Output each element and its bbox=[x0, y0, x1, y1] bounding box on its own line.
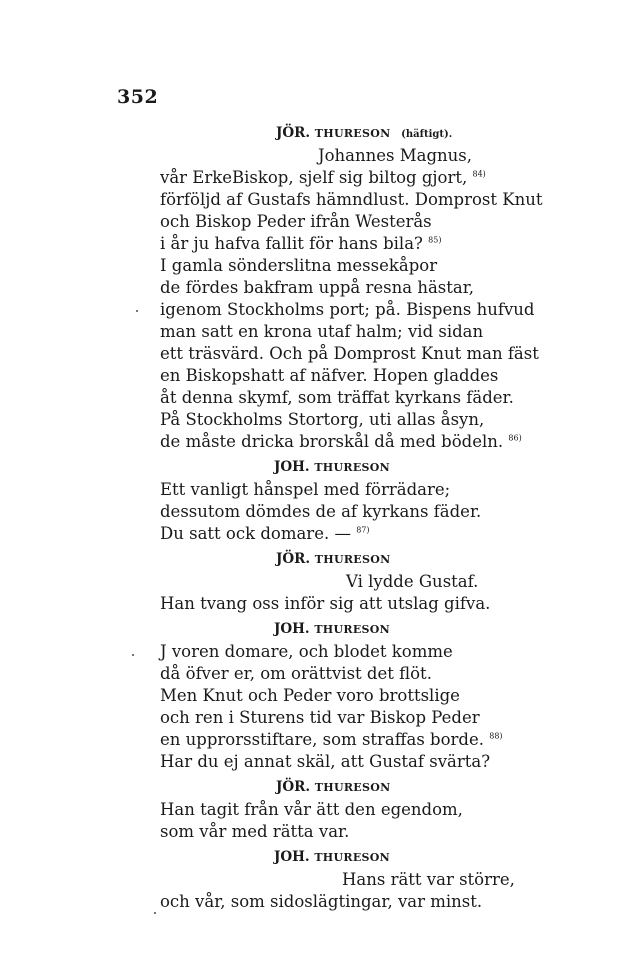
verse-line: Ett vanligt hånspel med förrädare; bbox=[160, 480, 451, 499]
verse-line: J voren domare, och blodet komme bbox=[160, 642, 453, 661]
verse-line: igenom Stockholms port; på. Bispens hufvud bbox=[160, 300, 535, 319]
verse-line: då öfver er, om orättvist det flöt. bbox=[160, 664, 432, 683]
verse-line: och Biskop Peder ifrån Westerås bbox=[160, 212, 432, 231]
verse-line: ett träsvärd. Och på Domprost Knut man fäst bbox=[160, 344, 539, 363]
footnote-ref: 84) bbox=[472, 169, 486, 179]
scan-speck bbox=[136, 310, 138, 312]
verse-line: som vår med rätta var. bbox=[160, 822, 350, 841]
speaker-heading bbox=[276, 550, 390, 569]
verse-line: och vår, som sidoslägtingar, var minst. bbox=[160, 892, 483, 911]
verse-line: de fördes bakfram uppå resna hästar, bbox=[160, 278, 475, 297]
speaker-surname: THURESON bbox=[314, 553, 391, 566]
speaker-abbrev: JÖR. bbox=[276, 125, 311, 141]
speaker-heading bbox=[274, 848, 390, 867]
verse-line: Johannes Magnus, bbox=[318, 146, 473, 165]
speaker-heading bbox=[274, 620, 390, 639]
verse-line: Vi lydde Gustaf. bbox=[346, 572, 479, 591]
verse-line: vår ErkeBiskop, sjelf sig biltog gjort, $^{84)}$ bbox=[160, 168, 486, 187]
verse-line: man satt en krona utaf halm; vid sidan bbox=[160, 322, 484, 341]
speaker-surname: THURESON bbox=[314, 127, 391, 140]
page-number: 352 bbox=[117, 86, 159, 108]
verse-line: i år ju hafva fallit för hans bila? $^{85)}$ bbox=[160, 234, 442, 253]
speaker-heading bbox=[276, 778, 390, 797]
verse-line: en Biskopshatt af näfver. Hopen gladdes bbox=[160, 366, 499, 385]
verse-line: åt denna skymf, som träffat kyrkans fäder. bbox=[160, 388, 514, 407]
speaker-surname: THURESON bbox=[314, 461, 390, 474]
verse-line: Du satt ock domare. — $^{87)}$ bbox=[160, 524, 370, 543]
verse-line: förföljd af Gustafs hämndlust. Domprost Knut bbox=[160, 190, 543, 209]
verse-line: Han tvang oss inför sig att utslag gifva. bbox=[160, 594, 491, 613]
stage-direction: (häftigt). bbox=[401, 129, 453, 140]
verse-line: och ren i Sturens tid var Biskop Peder bbox=[160, 708, 480, 727]
verse-line: Har du ej annat skäl, att Gustaf svärta? bbox=[160, 752, 491, 771]
footnote-ref: 85) bbox=[428, 235, 442, 245]
scan-speck bbox=[154, 912, 156, 914]
speaker-heading bbox=[276, 124, 452, 144]
speaker-abbrev: JOH. bbox=[274, 459, 310, 475]
speaker-abbrev: JÖR. bbox=[276, 779, 311, 795]
speaker-abbrev: JOH. bbox=[274, 849, 310, 865]
verse-line: en upprorsstiftare, som straffas borde. $^{88)}$ bbox=[160, 730, 503, 749]
speaker-surname: THURESON bbox=[314, 781, 391, 794]
verse-line: Han tagit från vår ätt den egendom, bbox=[160, 800, 463, 819]
speaker-heading bbox=[274, 458, 390, 477]
verse-line: Men Knut och Peder voro brottslige bbox=[160, 686, 460, 705]
footnote-ref: 87) bbox=[356, 525, 370, 535]
footnote-ref: 86) bbox=[508, 433, 522, 443]
verse-line: På Stockholms Stortorg, uti allas åsyn, bbox=[160, 410, 485, 429]
verse-line: dessutom dömdes de af kyrkans fäder. bbox=[160, 502, 482, 521]
speaker-surname: THURESON bbox=[314, 623, 390, 636]
speaker-surname: THURESON bbox=[314, 851, 390, 864]
verse-line: Hans rätt var större, bbox=[342, 870, 515, 889]
verse-line: de måste dricka brorskål då med bödeln. $^{86)}$ bbox=[160, 432, 522, 451]
verse-line: I gamla sönderslitna messekåpor bbox=[160, 256, 438, 275]
speaker-abbrev: JOH. bbox=[274, 621, 310, 637]
scan-speck bbox=[132, 654, 134, 656]
speaker-abbrev: JÖR. bbox=[276, 551, 311, 567]
footnote-ref: 88) bbox=[489, 731, 503, 741]
